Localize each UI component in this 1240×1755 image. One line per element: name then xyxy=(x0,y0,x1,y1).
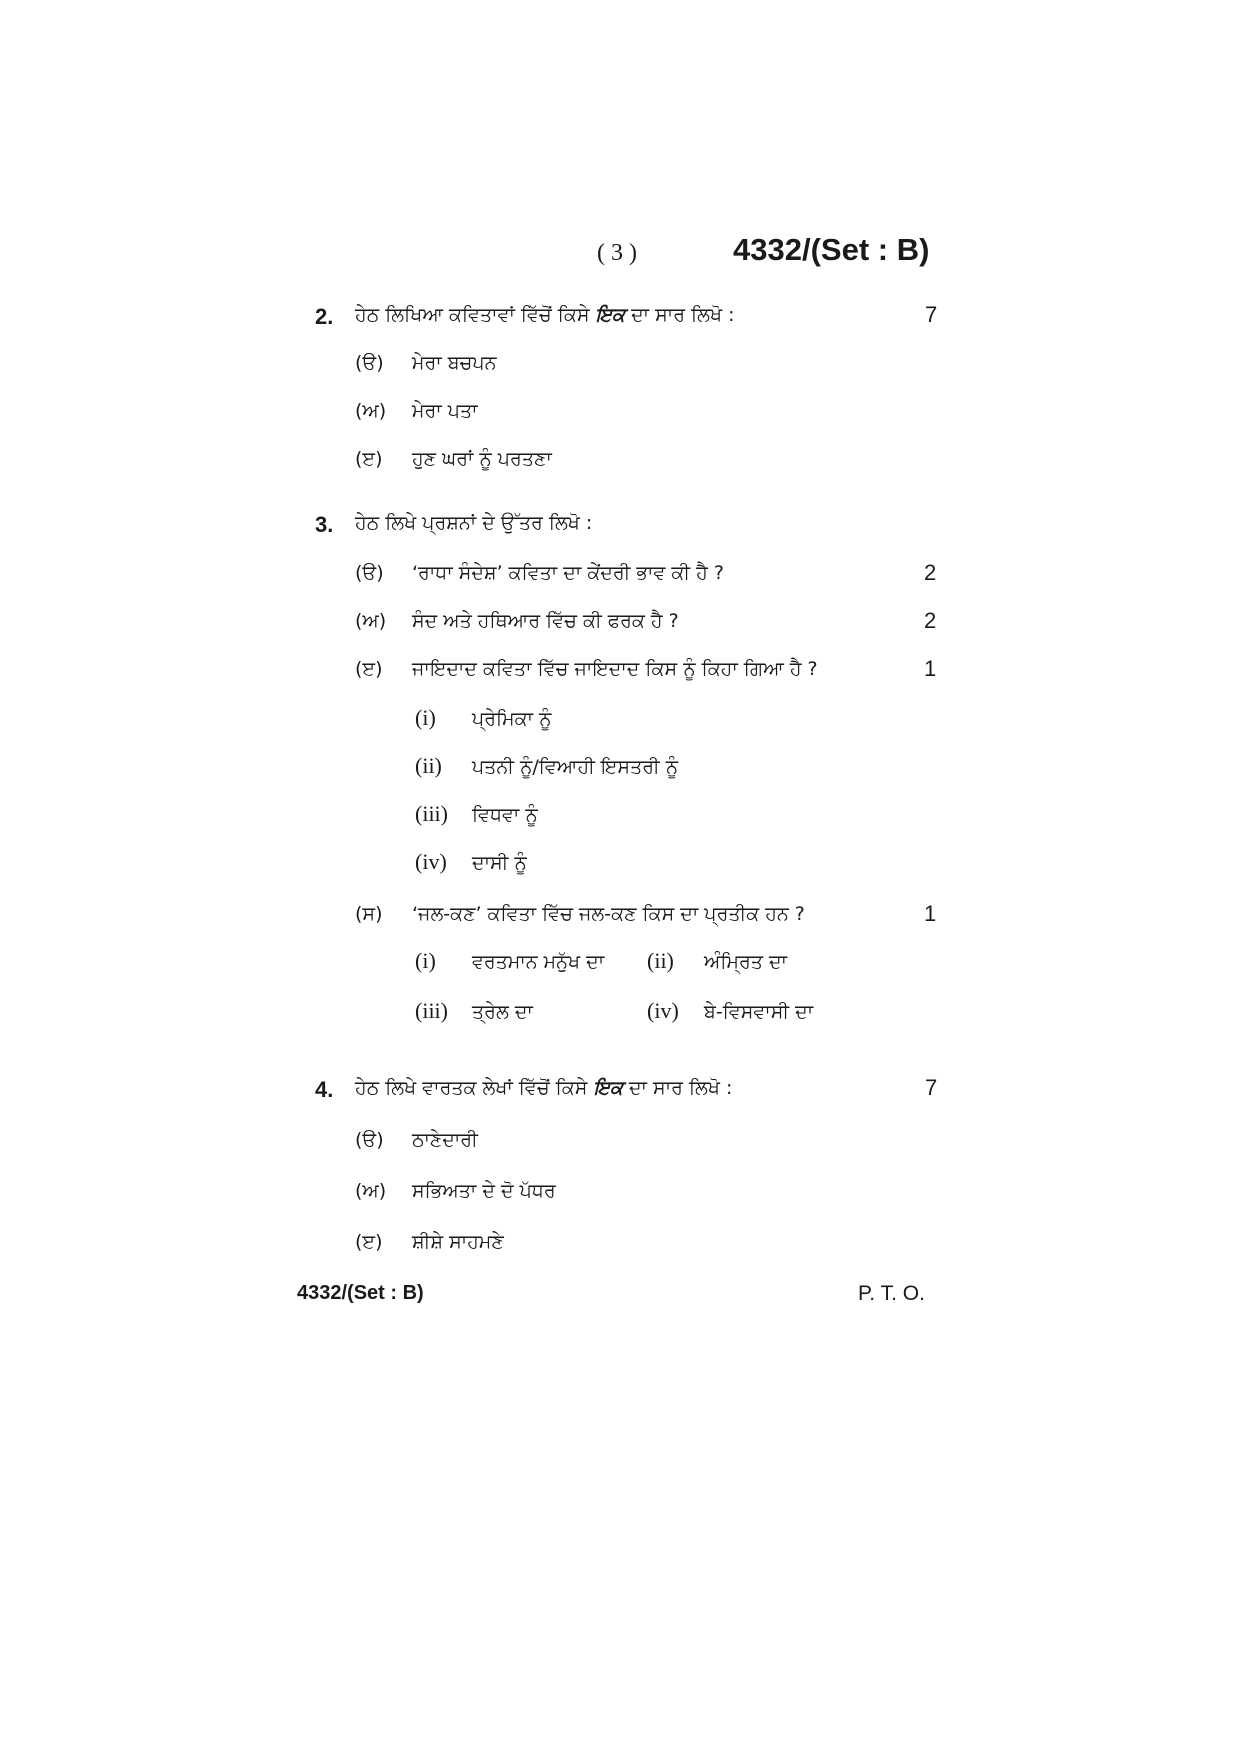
question-3-number: 3. xyxy=(315,512,334,537)
question-2-number: 2. xyxy=(315,304,334,329)
choice-number: (ii) xyxy=(647,948,674,973)
question-4-marks: 7 xyxy=(925,1075,938,1100)
q3-part-marks: 2 xyxy=(924,608,937,633)
page-number: ( 3 ) xyxy=(597,240,637,266)
question-4-emphasis: ਇਕ xyxy=(593,1077,623,1099)
choice-text: ਤ੍ਰੇਲ ਦਾ xyxy=(472,1001,533,1023)
q3-part-label: (ਸ) xyxy=(355,903,383,925)
choice-number: (iii) xyxy=(415,998,448,1023)
q4-option-label: (ਅ) xyxy=(355,1180,387,1202)
q4-option-text: ਠਾਣੇਦਾਰੀ xyxy=(412,1129,478,1151)
q4-option-text: ਸਭਿਅਤਾ ਦੇ ਦੋ ਪੱਧਰ xyxy=(412,1180,556,1202)
paper-code-footer: 4332/(Set : B) xyxy=(297,1282,424,1304)
q3-part-marks: 1 xyxy=(924,656,937,681)
q3-part-text: ਸੰਦ ਅਤੇ ਹਥਿਆਰ ਵਿੱਚ ਕੀ ਫਰਕ ਹੈ ? xyxy=(412,610,679,632)
q2-option-text: ਹੁਣ ਘਰਾਂ ਨੂੰ ਪਰਤਣਾ xyxy=(412,448,552,470)
choice-text: ਦਾਸੀ ਨੂੰ xyxy=(472,852,527,874)
question-2-text-before: ਹੇਠ ਲਿਖਿਆ ਕਵਿਤਾਵਾਂ ਵਿੱਚੋਂ ਕਿਸੇ xyxy=(355,304,590,326)
q3-part-label: (ੲ) xyxy=(355,658,383,680)
q3-part-text: ‘ਜਲ-ਕਣ’ ਕਵਿਤਾ ਵਿੱਚ ਜਲ-ਕਣ ਕਿਸ ਦਾ ਪ੍ਰਤੀਕ ਹਨ ? xyxy=(412,903,805,925)
pto-note: P. T. O. xyxy=(858,1282,925,1305)
q4-option-label: (ੲ) xyxy=(355,1231,383,1253)
choice-number: (i) xyxy=(415,948,436,973)
q2-option-text: ਮੇਰਾ ਪਤਾ xyxy=(412,400,478,422)
choice-text: ਪਤਨੀ ਨੂੰ/ਵਿਆਹੀ ਇਸਤਰੀ ਨੂੰ xyxy=(472,756,679,778)
q4-option-label: (ੳ) xyxy=(355,1129,384,1151)
q3-part-label: (ੳ) xyxy=(355,562,384,584)
q3-part-text: ‘ਰਾਧਾ ਸੰਦੇਸ਼’ ਕਵਿਤਾ ਦਾ ਕੇਂਦਰੀ ਭਾਵ ਕੀ ਹੈ ? xyxy=(412,562,724,584)
choice-text: ਪ੍ਰੇਮਿਕਾ ਨੂੰ xyxy=(472,708,552,730)
question-2-marks: 7 xyxy=(925,302,938,327)
question-4-text xyxy=(355,1077,732,1099)
q2-option-label: (ਅ) xyxy=(355,400,387,422)
q4-option-text: ਸ਼ੀਸ਼ੇ ਸਾਹਮਣੇ xyxy=(412,1231,504,1253)
question-2-emphasis: ਇਕ xyxy=(595,304,626,326)
question-2-text xyxy=(355,304,735,326)
choice-number: (i) xyxy=(415,705,436,730)
choice-text: ਵਿਧਵਾ ਨੂੰ xyxy=(472,804,538,826)
choice-number: (iv) xyxy=(647,998,679,1023)
q3-part-marks: 2 xyxy=(924,560,937,585)
question-4-text-before: ਹੇਠ ਲਿਖੇ ਵਾਰਤਕ ਲੇਖਾਂ ਵਿੱਚੋਂ ਕਿਸੇ xyxy=(355,1077,588,1099)
choice-number: (ii) xyxy=(415,753,442,778)
question-2-text-after: ਦਾ ਸਾਰ ਲਿਖੋ : xyxy=(631,304,735,326)
q3-part-text: ਜਾਇਦਾਦ ਕਵਿਤਾ ਵਿੱਚ ਜਾਇਦਾਦ ਕਿਸ ਨੂੰ ਕਿਹਾ ਗਿਆ ਹੈ ? xyxy=(412,658,818,680)
q2-option-text: ਮੇਰਾ ਬਚਪਨ xyxy=(412,352,497,374)
question-4-number: 4. xyxy=(315,1077,334,1102)
q3-part-marks: 1 xyxy=(924,901,937,926)
question-3-text: ਹੇਠ ਲਿਖੇ ਪ੍ਰਸ਼ਨਾਂ ਦੇ ਉੱਤਰ ਲਿਖੋ : xyxy=(355,512,593,534)
q2-option-label: (ੳ) xyxy=(355,352,384,374)
choice-text: ਅੰਮ੍ਰਿਤ ਦਾ xyxy=(704,951,787,973)
question-4-text-after: ਦਾ ਸਾਰ ਲਿਖੋ : xyxy=(628,1077,733,1099)
choice-number: (iii) xyxy=(415,801,448,826)
q2-option-label: (ੲ) xyxy=(355,448,383,470)
choice-text: ਵਰਤਮਾਨ ਮਨੁੱਖ ਦਾ xyxy=(472,951,605,973)
paper-code-header: 4332/(Set : B) xyxy=(733,232,930,267)
choice-number: (iv) xyxy=(415,849,447,874)
q3-part-label: (ਅ) xyxy=(355,610,387,632)
choice-text: ਬੇ-ਵਿਸਵਾਸੀ ਦਾ xyxy=(704,1001,814,1023)
